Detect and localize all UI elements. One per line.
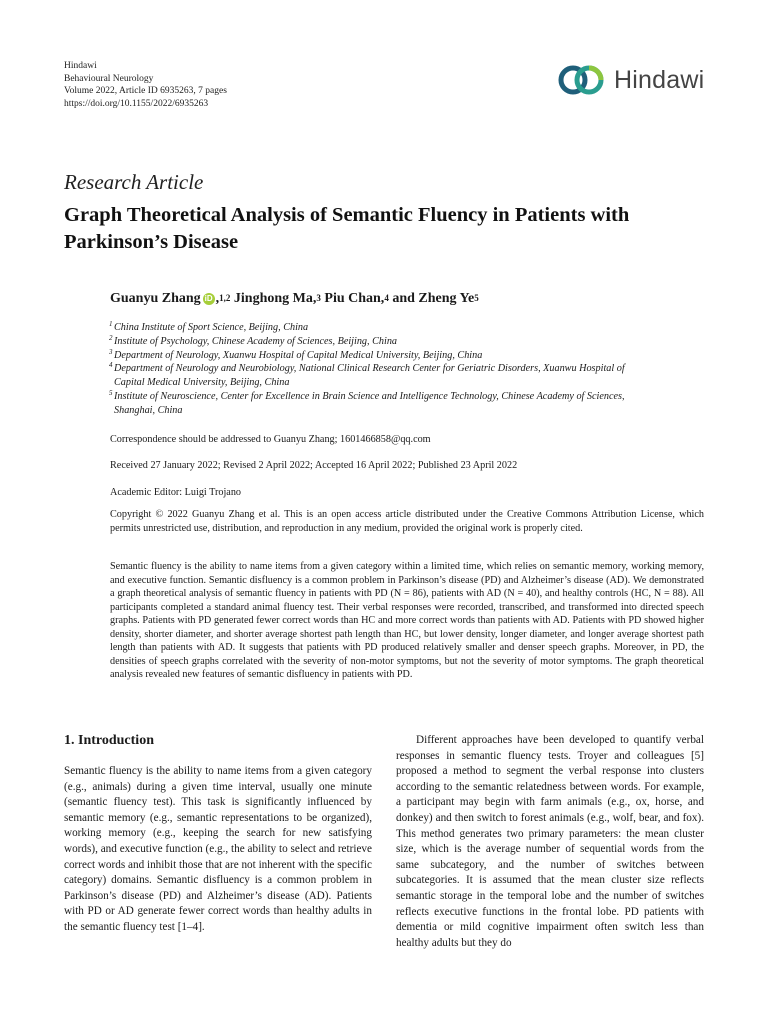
author-list: Guanyu Zhang iD , $^{1,2}$ Jinghong Ma, $^3$ Piu Chan, $^4$ and Zheng Ye $^5$ [110,291,479,306]
publication-dates: Received 27 January 2022; Revised 2 April 2022; Accepted 16 April 2022; Published 23 April 2022 [110,460,518,471]
affiliation-text: Department of Neurology and Neurobiology, National Clinical Research Center for Geriatric Disorders, Xuanwu Hospital of [114,363,625,375]
volume-info: Volume 2022, Article ID 6935263, 7 pages [64,86,227,96]
journal-name: Behavioural Neurology [64,73,154,84]
journal-meta [64,60,227,110]
article-title: Graph Theoretical Analysis of Semantic Fluency in Patients with Parkinson’s Disease [64,204,630,253]
affiliation-text: China Institute of Sport Science, Beijing, China [114,322,309,333]
author-name[interactable]: Guanyu Zhang [110,291,201,306]
affiliation-text: Institute of Psychology, Chinese Academy of Sciences, Beijing, China [114,335,398,347]
affiliation-item [110,349,710,363]
author-affil-sup: 5 [474,293,479,303]
affiliation-text-continued: Shanghai, China [114,404,183,416]
affiliation-list [110,321,710,418]
affiliation-item [110,335,710,349]
affiliation-text: Institute of Neuroscience, Center for Excellence in Brain Science and Intelligence Technology, Chinese Academy of Sciences, [114,390,625,402]
orcid-icon[interactable]: iD [204,294,213,303]
author-affil-sup: 3 [316,293,321,303]
author-name[interactable]: Jinghong Ma, [233,291,317,306]
correspondence: Correspondence should be addressed to Guanyu Zhang; 1601466858@qq.com [110,434,431,445]
article-type: Research Article [64,170,204,194]
hindawi-rings-logo-icon [556,62,608,98]
body-text-left-column: Semantic fluency is the ability to name items from a given category (e.g., animals) during a given time interval, usually one minute (semantic fluency test). This task is significantly influenced by semantic memory (e.g., semantic representations to be organized), working memory (e.g., keeping the search for new satisfying words), and executive function (e.g., the ability to select and retrieve correct words and inhibit those that are not inherent with the specific category) domains. Semantic disfluency is a common problem in Parkinson’s disease (PD) and Alzheimer’s disease (AD). Patients with PD or AD generate fewer correct words than healthy adults in the semantic fluency test [1–4]. [64,765,372,933]
affiliation-text: Department of Neurology, Xuanwu Hospital of Capital Medical University, Beijing, China [114,349,483,361]
section-heading: 1. Introduction [64,733,154,748]
affiliation-text-continued: Capital Medical University, Beijing, China [114,377,290,389]
affiliation-number: 3 [109,347,113,356]
affiliation-item [110,390,710,418]
publisher-name: Hindawi [64,61,97,71]
affiliation-item [110,321,710,335]
logo-text: Hindawi [614,65,705,94]
author-name[interactable]: Piu Chan, [324,291,385,306]
author-affil-sup: 4 [384,293,389,303]
doi-link[interactable]: https://doi.org/10.1155/2022/6935263 [64,98,209,109]
body-text-right-column: Different approaches have been developed to quantify verbal responses in semantic fluency tests. Troyer and colleagues [5] proposed a method to segment the verbal response into clusters according to the semantic relatedness between words. For example, a participant may begin with farm animals (e.g., ox, horse, and donkey) and then switch to forest animals (e.g., wolf, bear, and fox). This method generates two primary parameters: the mean cluster size, which is the average number of sequential words from the same subcategory, and the number of switches between subcategories. It is assumed that the mean cluster size reflects semantic storage in the temporal lobe and the number of switches reflects executive functions in the frontal lobe. PD patients with dementia or mild cognitive impairment often switch less than healthy adults but they do [396,734,704,949]
hindawi-logo [556,62,704,98]
affiliation-number: 4 [109,361,113,370]
affiliation-number: 5 [109,388,113,397]
author-name[interactable]: and Zheng Ye [392,291,475,306]
affiliation-number: 2 [109,333,113,342]
copyright-notice: Copyright © 2022 Guanyu Zhang et al. This is an open access article distributed under the Creative Commons Attribution License, which permits unrestricted use, distribution, and reproduction in any medium, provided the original work is properly cited. [110,509,704,534]
academic-editor: Academic Editor: Luigi Trojano [110,487,242,498]
affiliation-item [110,362,710,390]
abstract: Semantic fluency is the ability to name items from a given category within a limited time, which relies on semantic memory, working memory, and executive function. Semantic disfluency is a common problem in Parkinson’s disease (PD) and Alzheimer’s disease (AD). We demonstrated a graph theoretical analysis of semantic fluency in patients with PD (N = 86), patients with AD (N = 40), and healthy controls (HC, N = 88). All participants completed a standard animal fluency test. Their verbal responses were recorded, transcribed, and transformed into directed speech graphs. Patients with PD generated fewer correct words than HC and more correct words than patients with AD. Patients with PD showed higher density, shorter diameter, and shorter average shortest path length than HC, but lower density, longer diameter, and longer average shortest path length than patients with AD. It suggests that patients with PD produced relatively smaller and denser speech graphs. Moreover, in PD, the densities of speech graphs correlated with the severity of non-motor symptoms, but not the severity of motor symptoms. The graph theoretical analysis revealed new features of semantic disfluency in patients with PD. [110,561,704,680]
author-affil-sup: 1,2 [219,293,231,303]
affiliation-number: 1 [109,320,113,328]
